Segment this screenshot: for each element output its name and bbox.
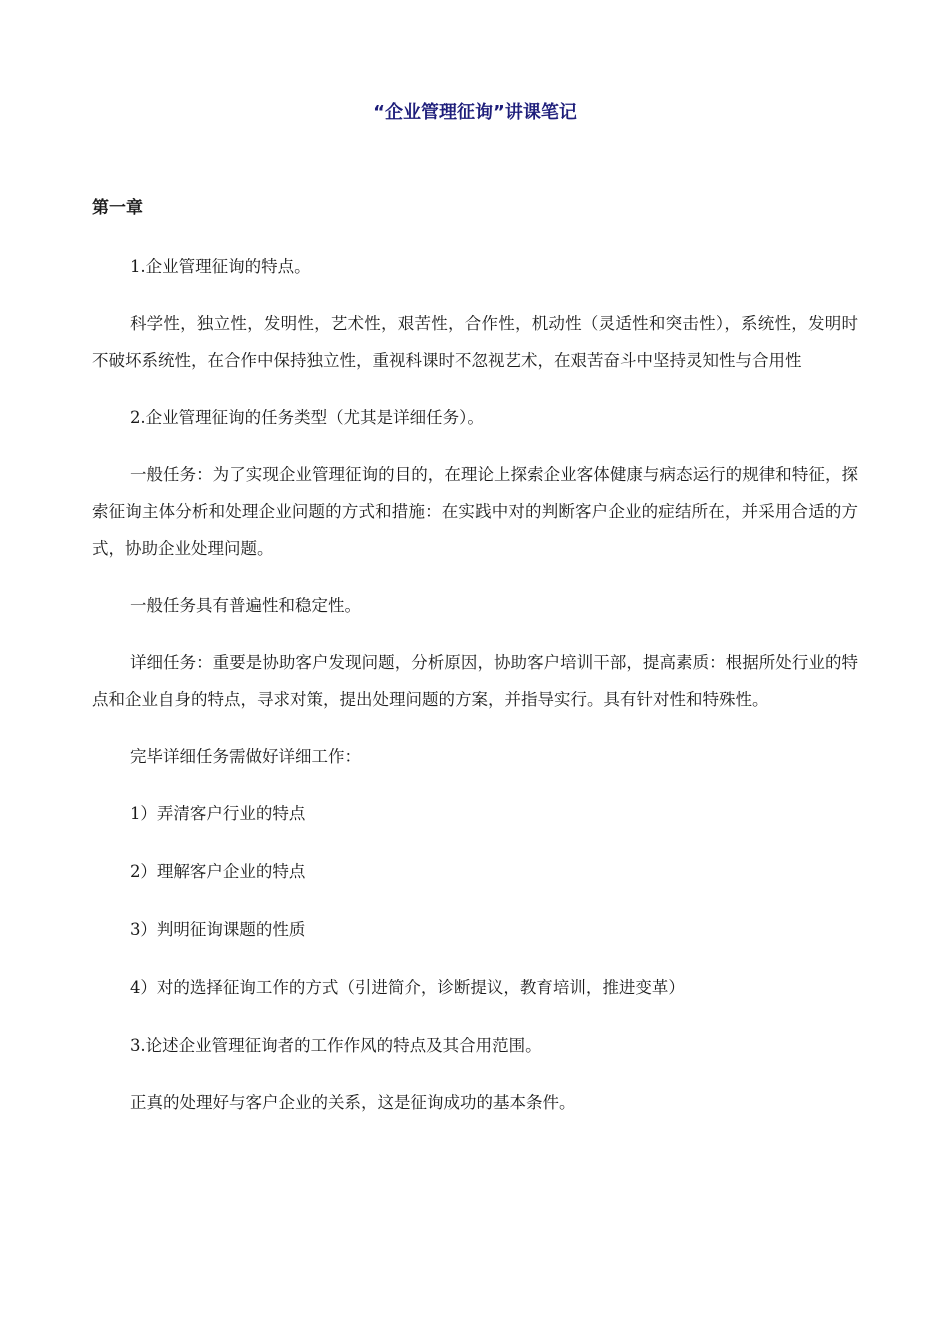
paragraph: 一般任务具有普遍性和稳定性。 bbox=[129, 596, 361, 615]
paragraph: 正真的处理好与客户企业的关系，这是征询成功的基本条件。 bbox=[129, 1093, 576, 1112]
paragraph: 一般任务：为了实现企业管理征询的目的，在理论上探索企业客体健康与病态运行的规律和特征，探索征询主体分析和处理企业问题的方式和措施：在实践中对的判断客户企业的症结所在，并采用合适的方式，协助企业处理问题。 bbox=[92, 465, 858, 558]
section-heading-1: 1.企业管理征询的特点。 bbox=[129, 257, 311, 276]
document-body bbox=[92, 248, 858, 1141]
list-item: 3）判明征询课题的性质 bbox=[129, 920, 306, 939]
list-item: 2）理解客户企业的特点 bbox=[129, 862, 306, 881]
paragraph: 详细任务：重要是协助客户发现问题，分析原因，协助客户培训干部，提高素质：根据所处行业的特点和企业自身的特点，寻求对策，提出处理问题的方案，并指导实行。具有针对性和特殊性。 bbox=[92, 653, 858, 709]
paragraph: 完毕详细任务需做好详细工作： bbox=[129, 747, 361, 766]
section-heading-2: 2.企业管理征询的任务类型（尤其是详细任务）。 bbox=[129, 408, 484, 427]
document-title: “企业管理征询”讲课笔记 bbox=[373, 102, 577, 123]
section-heading-3: 3.论述企业管理征询者的工作作风的特点及其合用范围。 bbox=[129, 1036, 542, 1055]
paragraph: 科学性，独立性，发明性，艺术性，艰苦性，合作性，机动性（灵适性和突击性），系统性，发明时不破坏系统性，在合作中保持独立性，重视科课时不忽视艺术，在艰苦奋斗中坚持灵知性与合用性 bbox=[92, 314, 858, 370]
list-item: 4）对的选择征询工作的方式（引进简介，诊断提议，教育培训，推进变革） bbox=[129, 978, 685, 997]
chapter-heading: 第一章 bbox=[92, 198, 143, 218]
list-item: 1）弄清客户行业的特点 bbox=[129, 804, 306, 823]
document-page bbox=[92, 0, 858, 1344]
